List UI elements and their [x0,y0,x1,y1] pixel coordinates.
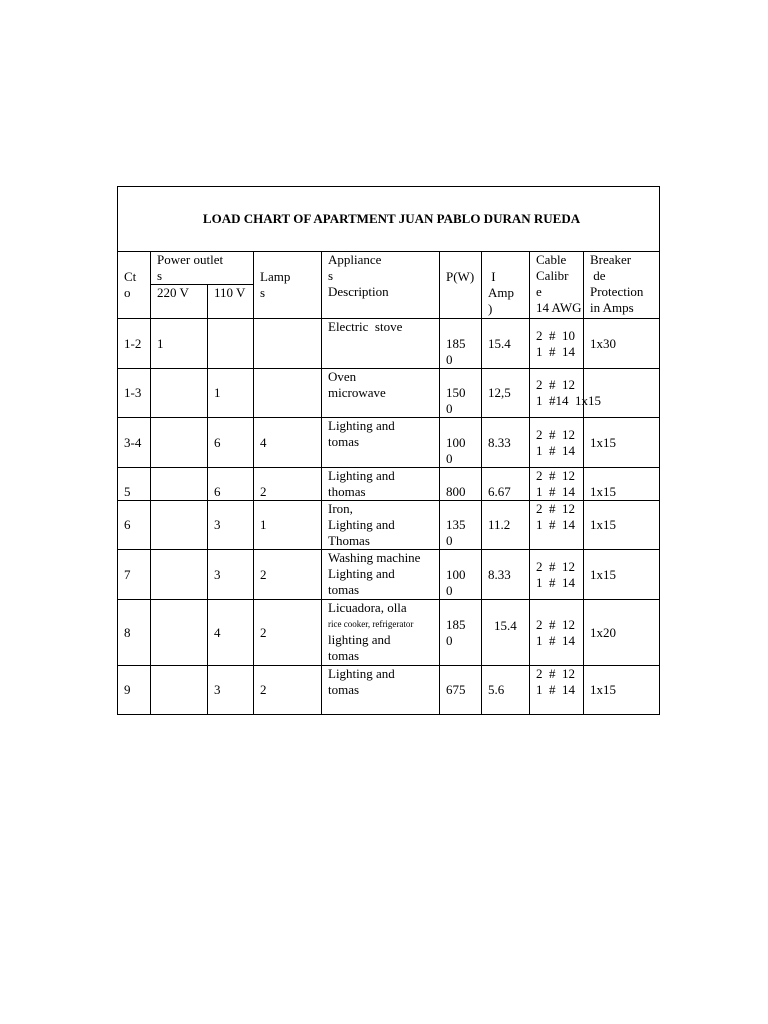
pw-line: 185 [446,336,466,351]
cable-line: 1 # 14 [536,632,575,648]
header-power-outlets [151,252,254,285]
header-cable-line1: Cable [536,252,567,267]
pw-line: 185 [446,616,466,632]
cell-pw [440,418,482,468]
header-cable-line4: 14 AWG [536,300,582,315]
cell-220v [151,418,208,468]
cell-description [322,319,440,369]
cell-amp: 8.33 [482,550,530,600]
header-breaker-line1: Breaker [590,252,632,267]
cell-amp: 15.4 [482,319,530,369]
cell-pw [440,550,482,600]
cable-line: 2 # 12 [536,666,575,681]
header-pw: P(W) [440,252,482,319]
pw-line: 0 [446,401,453,416]
cell-220v [151,501,208,550]
pw-line: 0 [446,451,453,466]
table-row [118,600,660,666]
cell-amp: 8.33 [482,418,530,468]
pw-line: 100 [446,435,466,450]
table-row [118,468,660,501]
cell-description [322,501,440,550]
cell-breaker: 1x15 [584,468,660,501]
header-ct [118,252,151,319]
cell-lamps: 2 [254,468,322,501]
description-line: Washing machine [328,550,421,565]
table-row [118,666,660,715]
pw-line: 135 [446,517,466,532]
cell-amp: 5.6 [482,666,530,715]
pw-line: 100 [446,567,466,582]
cell-cable [530,468,584,501]
header-cable-line3: e [536,284,542,299]
cable-line: 2 # 12 [536,377,575,392]
header-cable [530,252,584,319]
cell-breaker: 1x30 [584,319,660,369]
cable-line: 1 #14 1x15 [536,393,601,408]
table-row [118,369,660,418]
cell-breaker: 1x15 [584,666,660,715]
table-row [118,418,660,468]
cell-amp: 6.67 [482,468,530,501]
cell-110v [208,319,254,369]
cable-line: 2 # 10 [536,327,575,343]
cell-description [322,550,440,600]
table-row [118,501,660,550]
cell-description [322,369,440,418]
cable-line: 2 # 12 [536,501,575,516]
cell-breaker: 1x20 [584,600,660,666]
cell-breaker: 1x15 [584,418,660,468]
cell-lamps [254,319,322,369]
description-line: Oven [328,369,357,384]
table-title: LOAD CHART OF APARTMENT JUAN PABLO DURAN RUEDA [118,187,660,252]
cell-220v [151,666,208,715]
cell-ct: 9 [118,666,151,715]
header-lamps [254,252,322,319]
load-chart-table [117,186,660,715]
description-line: Lighting and [328,566,395,581]
description-line: Electric stove [328,319,403,334]
cell-cable [530,666,584,715]
header-breaker-line2: de [590,268,606,283]
header-appliances [322,252,440,319]
cell-220v [151,550,208,600]
cell-pw [440,468,482,501]
description-line: tomas [328,682,360,697]
description-line: Lighting and [328,666,395,681]
cell-110v: 3 [208,550,254,600]
pw-line: 0 [446,632,453,648]
table-row [118,319,660,369]
header-cable-line2: Calibr [536,268,569,283]
cell-lamps [254,369,322,418]
cable-line: 2 # 12 [536,616,575,632]
header-i-amp [482,252,530,319]
cable-line: 1 # 14 [536,574,575,590]
cell-cable [530,319,584,369]
cell-breaker: 1x15 [584,550,660,600]
cable-line: 2 # 12 [536,558,575,574]
cell-amp: 15.4 [482,600,530,666]
cable-line: 1 # 14 [536,343,575,359]
cable-line: 1 # 14 [536,517,575,532]
cell-cable [530,600,584,666]
cell-lamps: 4 [254,418,322,468]
cable-line: 1 # 14 [536,682,575,697]
cable-line: 2 # 12 [536,426,575,442]
header-ct-line1: Ct [124,269,137,284]
description-line: Licuadora, olla [328,600,407,615]
cell-description [322,666,440,715]
header-appliances-line2: s [328,268,334,283]
header-power-outlets-line1: Power outlet [157,252,224,267]
header-appliances-line3: Description [328,284,389,299]
header-breaker [584,252,660,319]
pw-line: 150 [446,385,466,400]
header-110v: 110 V [208,285,254,319]
cell-amp: 12,5 [482,369,530,418]
cell-ct: 6 [118,501,151,550]
cell-description [322,468,440,501]
cell-ct: 3-4 [118,418,151,468]
cell-110v: 3 [208,501,254,550]
cell-ct: 1-3 [118,369,151,418]
cell-breaker: 1x15 [584,501,660,550]
cell-cable [530,501,584,550]
description-line: Thomas [328,533,370,548]
cell-lamps: 2 [254,600,322,666]
cell-lamps: 1 [254,501,322,550]
description-line: thomas [328,484,366,499]
header-power-outlets-line2: s [157,268,163,283]
cell-cable [530,369,601,418]
cell-description [322,600,440,666]
cell-description [322,418,440,468]
cable-line: 1 # 14 [536,484,575,499]
cell-220v [151,369,208,418]
header-220v: 220 V [151,285,208,319]
table-row [118,550,660,600]
cell-ct: 7 [118,550,151,600]
description-line: tomas [328,582,360,597]
description-line: tomas [328,648,360,663]
description-line: Lighting and [328,468,395,483]
header-breaker-line3: Protection [590,284,644,299]
header-lamps-line2: s [260,285,266,300]
description-line: tomas [328,434,360,449]
cell-pw [440,501,482,550]
cell-lamps: 2 [254,666,322,715]
description-line: Lighting and [328,517,395,532]
pw-line: 0 [446,583,453,598]
cell-110v: 1 [208,369,254,418]
cell-pw [440,369,482,418]
header-lamps-line1: Lamp [260,269,291,284]
pw-line: 0 [446,352,453,367]
description-line-small: rice cooker, refrigerator [328,619,414,629]
pw-line: 675 [446,682,466,697]
cable-line: 1 # 14 [536,442,575,458]
cell-pw [440,666,482,715]
header-ct-line2: o [124,285,131,300]
cell-cable [530,550,584,600]
description-line: lighting and [328,632,391,647]
header-i-amp-line1: I [488,269,496,284]
header-breaker-line4: in Amps [590,300,634,315]
cell-ct: 8 [118,600,151,666]
description-line: microwave [328,385,386,400]
header-i-amp-line2: Amp [488,285,514,300]
cell-cable [530,418,584,468]
cell-110v: 4 [208,600,254,666]
cell-110v: 6 [208,418,254,468]
header-i-amp-line3: ) [488,301,493,316]
cell-pw [440,319,482,369]
cell-ct: 5 [118,468,151,501]
description-line: Iron, [328,501,353,516]
cell-110v: 3 [208,666,254,715]
cell-ct: 1-2 [118,319,151,369]
cell-lamps: 2 [254,550,322,600]
cell-220v [151,468,208,501]
cable-line: 2 # 12 [536,468,575,483]
cell-220v [151,600,208,666]
description-line: Lighting and [328,418,395,433]
cell-220v: 1 [151,319,208,369]
pw-line: 0 [446,533,453,548]
header-appliances-line1: Appliance [328,252,382,267]
pw-line: 800 [446,484,466,499]
cell-amp: 11.2 [482,501,530,550]
cell-110v: 6 [208,468,254,501]
cell-pw [440,600,482,666]
